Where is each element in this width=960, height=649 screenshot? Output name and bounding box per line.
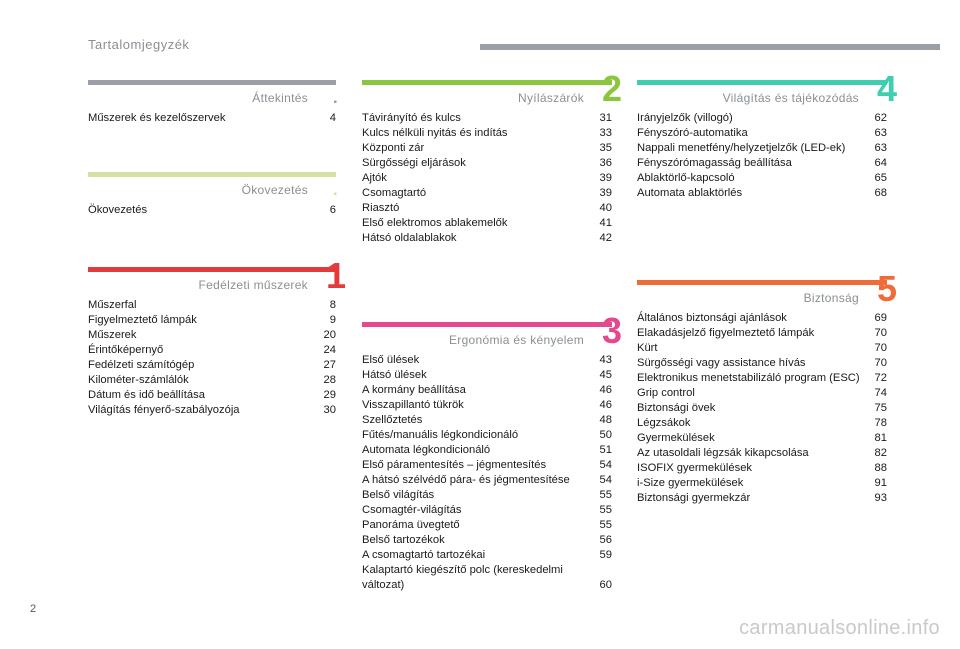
page-header-title: Tartalomjegyzék [88, 37, 190, 52]
toc-entry-label: Elektronikus menetstabilizáló program (ESC) [637, 372, 860, 384]
toc-entry-label: Kürt [637, 342, 658, 354]
toc-entry-page: 55 [599, 519, 612, 531]
toc-entry-label: Nappali menetfény/helyzetjelzők (LED-ek) [637, 142, 846, 154]
section-title: Nyílászárók [518, 91, 584, 105]
toc-entry-page: 35 [599, 142, 612, 154]
header-bar [480, 44, 940, 50]
toc-entry[interactable] [637, 491, 887, 506]
toc-entry[interactable] [362, 216, 612, 231]
toc-entry-page: 63 [874, 142, 887, 154]
toc-entry[interactable] [88, 388, 336, 403]
toc-entry-page: 33 [599, 127, 612, 139]
section-number: 3 [601, 310, 622, 351]
toc-entry[interactable] [88, 373, 336, 388]
toc-list [88, 298, 336, 418]
section-number: 5 [876, 268, 897, 309]
toc-entry-label: A kormány beállítása [362, 384, 466, 396]
toc-entry-page: 51 [599, 444, 612, 456]
toc-entry-label: Biztonsági gyermekzár [637, 492, 751, 504]
toc-entry-page: 81 [874, 432, 887, 444]
toc-entry-label: Első páramentesítés – jégmentesítés [362, 459, 547, 471]
toc-entry-page: 93 [874, 492, 887, 504]
toc-entry-label: Sürgősségi eljárások [362, 157, 466, 169]
toc-list [362, 111, 612, 246]
toc-entry-label: Csomagtartó [362, 187, 427, 199]
toc-entry-label: Belső világítás [362, 489, 435, 501]
toc-entry[interactable] [88, 313, 336, 328]
toc-entry-label: i-Size gyermekülések [637, 477, 744, 489]
toc-entry-page: 42 [599, 232, 612, 244]
toc-entry-label: Érintőképernyő [88, 344, 164, 356]
section-title: Biztonság [803, 291, 859, 305]
section-marker: ▪ [333, 97, 337, 108]
toc-entry[interactable] [362, 533, 612, 548]
toc-entry-label: Hátsó ülések [362, 369, 427, 381]
toc-entry-page: 70 [874, 327, 887, 339]
toc-entry-page: 56 [599, 534, 612, 546]
toc-entry-page: 6 [329, 204, 336, 216]
toc-entry[interactable] [637, 446, 887, 461]
toc-entry-page: 54 [599, 474, 612, 486]
toc-entry-label: Dátum és idő beállítása [88, 389, 205, 401]
section-title: Világítás és tájékozódás [722, 91, 859, 105]
toc-entry-page: 63 [874, 127, 887, 139]
toc-entry[interactable] [637, 386, 887, 401]
toc-entry[interactable] [362, 186, 612, 201]
toc-entry-label: A hátsó szélvédő pára- és jégmentesítése [362, 474, 570, 486]
section-title: Áttekintés [252, 91, 308, 105]
toc-entry-label: Hátsó oldalablakok [362, 232, 457, 244]
toc-entry[interactable] [637, 371, 887, 386]
toc-entry-label: Riasztó [362, 202, 400, 214]
toc-entry-label: A csomagtartó tartozékai [362, 549, 486, 561]
toc-list [88, 111, 336, 126]
toc-entry-page: 27 [323, 359, 336, 371]
toc-entry-label: Automata ablaktörlés [637, 187, 743, 199]
toc-entry-label: Irányjelzők (villogó) [637, 112, 733, 124]
toc-entry[interactable] [362, 383, 612, 398]
toc-entry[interactable] [637, 186, 887, 201]
toc-entry-page: 31 [599, 112, 612, 124]
toc-entry[interactable] [637, 111, 887, 126]
toc-entry-page: 40 [599, 202, 612, 214]
toc-entry-label: Kilométer-számlálók [88, 374, 189, 386]
toc-entry[interactable] [362, 458, 612, 473]
toc-entry-page: 70 [874, 357, 887, 369]
section-number: 4 [876, 68, 897, 109]
toc-entry[interactable] [362, 156, 612, 171]
toc-entry-page: 75 [874, 402, 887, 414]
toc-list [637, 311, 887, 506]
toc-entry[interactable] [637, 156, 887, 171]
toc-entry-page: 74 [874, 387, 887, 399]
toc-entry[interactable] [88, 298, 336, 313]
toc-entry-page: 29 [323, 389, 336, 401]
toc-entry-label: Fűtés/manuális légkondicionáló [362, 429, 519, 441]
toc-entry-page: 46 [599, 384, 612, 396]
toc-entry-page: 60 [599, 579, 612, 591]
toc-entry-page: 82 [874, 447, 887, 459]
toc-entry[interactable] [362, 126, 612, 141]
toc-list [88, 203, 336, 218]
toc-entry[interactable] [362, 473, 612, 488]
section-number: 2 [601, 68, 622, 109]
toc-entry-label: Ajtók [362, 172, 387, 184]
toc-entry[interactable] [88, 358, 336, 373]
toc-entry-label: ISOFIX gyermekülések [637, 462, 753, 474]
watermark: carmanualsonline.info [739, 617, 940, 639]
toc-entry-label: Fényszórómagasság beállítása [637, 157, 792, 169]
toc-entry[interactable] [362, 201, 612, 216]
toc-entry-label: Világítás fényerő-szabályozója [88, 404, 240, 416]
section-fedelzeti-muszerek [88, 255, 346, 418]
toc-entry-page: 55 [599, 489, 612, 501]
toc-entry-label: Grip control [637, 387, 695, 399]
toc-entry-page: 39 [599, 187, 612, 199]
toc-entry-label: Panoráma üvegtető [362, 519, 460, 531]
toc-entry[interactable] [362, 503, 612, 518]
toc-entry[interactable] [637, 141, 887, 156]
toc-entry-label: Csomagtér-világítás [362, 504, 462, 516]
toc-entry[interactable] [362, 428, 612, 443]
toc-entry-page: 43 [599, 354, 612, 366]
toc-entry[interactable] [637, 401, 887, 416]
toc-entry-page: 20 [323, 329, 336, 341]
toc-entry[interactable] [362, 231, 612, 246]
toc-entry-page: 50 [599, 429, 612, 441]
toc-entry[interactable] [637, 326, 887, 341]
toc-entry-page: 78 [874, 417, 887, 429]
toc-entry-label: Légzsákok [637, 417, 691, 429]
toc-entry-page: 4 [329, 112, 336, 124]
toc-entry-label: Központi zár [362, 142, 425, 154]
toc-entry-page: 24 [323, 344, 336, 356]
toc-entry[interactable] [362, 141, 612, 156]
toc-entry-label: Kulcs nélküli nyitás és indítás [362, 127, 508, 139]
toc-entry-page: 28 [323, 374, 336, 386]
toc-entry-label: Elakadásjelző figyelmeztető lámpák [637, 327, 815, 339]
section-number: 1 [325, 255, 346, 296]
toc-entry[interactable] [362, 413, 612, 428]
toc-entry-page: 91 [874, 477, 887, 489]
toc-entry-label: Visszapillantó tükrök [362, 399, 464, 411]
section-title: Ökovezetés [241, 183, 308, 197]
toc-entry-label: Figyelmeztető lámpák [88, 314, 197, 326]
toc-entry-page: 69 [874, 312, 887, 324]
toc-entry[interactable] [362, 443, 612, 458]
toc-entry-page: 59 [599, 549, 612, 561]
toc-entry[interactable] [637, 126, 887, 141]
toc-entry-page: 48 [599, 414, 612, 426]
toc-list [637, 111, 887, 201]
toc-entry[interactable] [362, 518, 612, 533]
toc-entry-page: 72 [874, 372, 887, 384]
toc-entry[interactable] [88, 328, 336, 343]
toc-entry[interactable] [362, 488, 612, 503]
toc-entry-label: Sürgősségi vagy assistance hívás [637, 357, 806, 369]
section-attekintes [88, 80, 336, 126]
section-title: Fedélzeti műszerek [198, 278, 308, 292]
section-nyilaszarok [362, 68, 622, 246]
toc-entry[interactable] [362, 398, 612, 413]
toc-entry[interactable] [362, 171, 612, 186]
toc-entry[interactable] [88, 343, 336, 358]
toc-entry[interactable] [362, 548, 612, 563]
toc-entry[interactable] [362, 563, 612, 593]
toc-entry[interactable] [637, 431, 887, 446]
toc-entry-page: 36 [599, 157, 612, 169]
toc-entry-page: 55 [599, 504, 612, 516]
section-marker: ▪ [333, 189, 337, 200]
toc-entry[interactable] [88, 403, 336, 418]
toc-entry-label: Távirányító és kulcs [362, 112, 461, 124]
toc-entry[interactable] [88, 111, 336, 126]
toc-entry-label: Műszerek [88, 329, 137, 341]
section-ergonomia [362, 310, 622, 593]
toc-entry-label: Első elektromos ablakemelők [362, 217, 508, 229]
toc-entry-page: 39 [599, 172, 612, 184]
toc-entry-label: Automata légkondicionáló [362, 444, 491, 456]
toc-entry-label: Első ülések [362, 354, 420, 366]
toc-entry[interactable] [637, 171, 887, 186]
toc-list [362, 353, 612, 593]
toc-entry[interactable] [637, 416, 887, 431]
toc-entry-label: Általános biztonsági ajánlások [637, 312, 787, 324]
toc-entry-label: Kalaptartó kiegészítő polc (kereskedelmi változat) [362, 564, 563, 591]
toc-entry-page: 45 [599, 369, 612, 381]
toc-entry-page: 65 [874, 172, 887, 184]
toc-entry-label: Biztonsági övek [637, 402, 716, 414]
toc-entry-label: Műszerek és kezelőszervek [88, 112, 226, 124]
toc-entry[interactable] [637, 341, 887, 356]
toc-entry-label: Gyermekülések [637, 432, 715, 444]
toc-entry-label: Szellőztetés [362, 414, 423, 426]
toc-entry-page: 8 [329, 299, 336, 311]
toc-entry-page: 88 [874, 462, 887, 474]
toc-entry[interactable] [637, 476, 887, 491]
toc-entry[interactable] [637, 311, 887, 326]
toc-entry-label: Belső tartozékok [362, 534, 445, 546]
toc-entry-page: 30 [323, 404, 336, 416]
toc-entry-page: 64 [874, 157, 887, 169]
toc-entry-page: 46 [599, 399, 612, 411]
toc-entry-page: 70 [874, 342, 887, 354]
toc-entry-label: Fedélzeti számítógép [88, 359, 195, 371]
toc-entry[interactable] [362, 353, 612, 368]
section-title: Ergonómia és kényelem [448, 333, 584, 347]
toc-entry-page: 9 [329, 314, 336, 326]
section-okovezetes [88, 172, 336, 218]
toc-entry-label: Ökovezetés [88, 204, 148, 216]
toc-entry-page: 54 [599, 459, 612, 471]
toc-entry-label: Műszerfal [88, 299, 137, 311]
toc-entry-label: Fényszóró-automatika [637, 127, 748, 139]
toc-entry[interactable] [362, 368, 612, 383]
toc-entry[interactable] [637, 461, 887, 476]
page-number: 2 [30, 603, 37, 615]
section-vilagitas [637, 68, 897, 201]
toc-entry[interactable] [637, 356, 887, 371]
toc-entry[interactable] [362, 111, 612, 126]
toc-entry-page: 62 [874, 112, 887, 124]
toc-entry-page: 68 [874, 187, 887, 199]
section-biztonsag [637, 268, 897, 506]
toc-entry-label: Az utasoldali légzsák kikapcsolása [637, 447, 809, 459]
toc-entry-page: 41 [599, 217, 612, 229]
toc-entry-label: Ablaktörlő-kapcsoló [637, 172, 735, 184]
toc-entry[interactable] [88, 203, 336, 218]
